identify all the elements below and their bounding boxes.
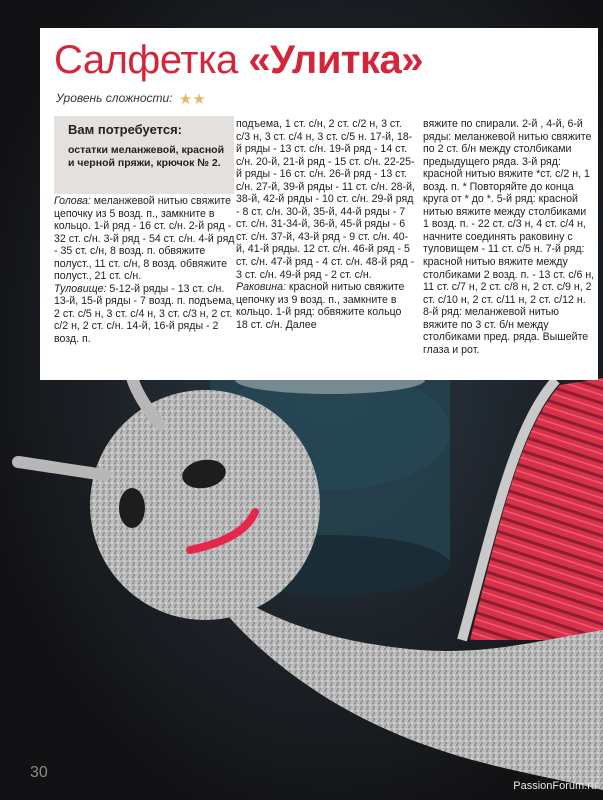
- text-column-1: [54, 195, 236, 346]
- shell-label: Раковина:: [236, 281, 286, 294]
- page-number: 30: [30, 764, 48, 781]
- head-paragraph: [54, 195, 236, 283]
- difficulty-level: [56, 90, 206, 108]
- materials-title: Вам потребуется:: [68, 122, 182, 137]
- pattern-text-panel: [40, 28, 598, 380]
- star-icon: ★: [192, 91, 206, 108]
- head-label: Голова:: [54, 195, 91, 207]
- body-label: Туловище:: [54, 282, 107, 295]
- body-continued-paragraph: подъема, 1 ст. с/н, 2 ст. с/2 н, 3 ст. с/3 н, 3 ст. с/4 н, 3 ст. с/5 н. 17-й, 18-й ряды - 13 ст. с/н. 19-й ряд - 14 ст. с/н. 20-й, 21-й ряд - 15 ст. с/н. 22-25-й ряды - 16 ст. с/н. 26-й ряд - 13 ст. с/н. 27-й, 39-й ряды - 11 ст. с/н. 28-й, 38-й, 42-й ряды - 10 ст. с/н. 29-й ряд - 8 ст. с/н. 30-й, 35-й, 44-й ряды - 7 ст. с/н. 31-34-й, 36-й, 45-й ряды - 6 ст. с/н. 37-й, 43-й ряд - 9 ст. с/н. 40-й, 41-й ряды. 12 ст. с/н. 46-й ряд - 5 ст. с/н. 47-й ряд - 4 ст. с/н. 48-й ряд - 3 ст. с/н. 49-й ряд - 2 ст. с/н.: [236, 118, 415, 281]
- watermark: PassionForum.ru: [513, 780, 597, 792]
- shell-continued-paragraph: вяжите по спирали. 2-й , 4-й, 6-й ряды: меланжевой нитью свяжите по 2 ст. б/н между столбиками предыдущего ряда. 3-й ряд: красной нитью вяжите *ст. с/2 н, 1 возд. п. * Повторяйте до конца круга от * до *. 5-й ряд: красной нитью вяжите между столбиками 1 возд. п. - 22 ст. с/3 н, 4 ст. с/4 н, начните соединять раковину с туловищем - 11 ст. с/5 н. 7-й ряд: красной нитью вяжите между столбиками 2 возд. п. - 13 ст. с/6 н, 11 ст. с/7 н, 2 ст. с/8 н, 2 ст. с/9 н, 2 ст. с/10 н, 2 ст. с/11 н, 2 ст. с/12 н. 8-й ряд: меланжевой нитью вяжите по 3 ст. б/н между столбиками пред. ряда. Вышейте глаза и рот.: [423, 118, 595, 356]
- body-paragraph: [54, 283, 236, 346]
- title-snail-name: «Улитка»: [248, 38, 424, 82]
- text-column-3: [423, 118, 595, 356]
- page-title: [54, 36, 423, 84]
- shell-text: красной нитью свяжите цепочку из 9 возд. п., замкните в кольцо. 1-й ряд: обвяжите кольцо 18 ст. с/н. Далее: [236, 281, 405, 331]
- body-text: 5-12-й ряды - 13 ст. с/н. 13-й, 15-й ряды - 7 возд. п. подъема, 2 ст. с/5 н, 3 ст. с/4 н, 3 ст. с/3 н, 2 ст. с/2 н, 2 ст. с/н. 14-й, 16-й ряды - 2 возд. п.: [54, 282, 235, 346]
- head-text: меланжевой нитью свяжите цепочку из 5 возд. п., замкните в кольцо. 1-й ряд - 16 ст. с/н. 2-й ряд - 32 ст. с/н. 3-й ряд - 54 ст. с/н. 4-й ряд - 35 ст. с/н, 8 возд. п. обвяжите полуст., 11 ст. с/н, 8 возд. обвяжите полуст., 21 ст. с/н.: [54, 195, 235, 283]
- title-word: Салфетка: [54, 38, 249, 82]
- star-icon: ★: [178, 91, 193, 108]
- shell-paragraph: [236, 281, 416, 331]
- materials-box: [54, 116, 234, 194]
- text-column-2: [236, 118, 416, 331]
- difficulty-stars: [179, 90, 206, 108]
- difficulty-label: Уровень сложности:: [56, 91, 173, 105]
- materials-text: остатки меланжевой, красной и черной пряжи, крючок № 2.: [68, 144, 225, 169]
